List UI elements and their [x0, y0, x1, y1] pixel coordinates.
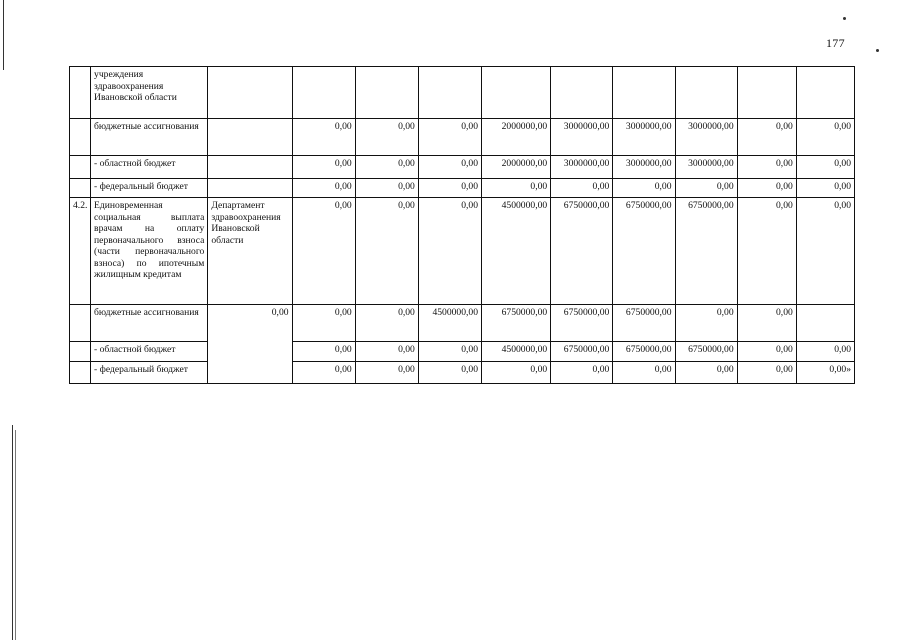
- amount-cell: 0,00: [675, 179, 737, 198]
- item-number-cell: 4.2.: [70, 198, 91, 305]
- amount-cell: 6750000,00: [551, 342, 613, 362]
- amount-cell: 0,00: [292, 179, 355, 198]
- amount-cell: 0,00: [292, 198, 355, 305]
- amount-cell: 0,00: [418, 156, 481, 179]
- amount-cell: 0,00: [418, 119, 481, 156]
- amount-cell: 0,00: [675, 305, 737, 342]
- budget-table: [69, 66, 855, 384]
- amount-cell: 4500000,00: [418, 305, 481, 342]
- amount-cell: 0,00: [292, 305, 355, 342]
- item-name-cell: бюджетные ассигнования: [91, 305, 208, 342]
- amount-cell: 0,00: [355, 156, 418, 179]
- amount-cell: 0,00: [418, 179, 481, 198]
- item-name-cell: бюджетные ассигнования: [91, 119, 208, 156]
- amount-cell: 3000000,00: [613, 156, 675, 179]
- table-row: [70, 179, 855, 198]
- amount-cell: 0,00: [737, 342, 796, 362]
- page-number: 177: [826, 36, 845, 50]
- table-row: [70, 67, 855, 119]
- item-number-cell: [70, 67, 91, 119]
- amount-cell: 6750000,00: [675, 342, 737, 362]
- amount-cell: 6750000,00: [675, 198, 737, 305]
- amount-cell: [355, 67, 418, 119]
- amount-cell: 0,00: [292, 156, 355, 179]
- executor-cell: [208, 179, 292, 198]
- amount-cell: 0,00: [355, 305, 418, 342]
- executor-cell: [208, 156, 292, 179]
- amount-cell: 0,00»: [796, 362, 854, 384]
- amount-cell: 2000000,00: [482, 156, 551, 179]
- item-name-cell: учреждения здравоохранения Ивановской области: [91, 67, 208, 119]
- amount-cell: 3000000,00: [551, 119, 613, 156]
- amount-cell: 0,00: [418, 362, 481, 384]
- item-number-cell: [70, 342, 91, 362]
- amount-cell: 2000000,00: [482, 119, 551, 156]
- table-row: [70, 156, 855, 179]
- amount-cell: 6750000,00: [613, 305, 675, 342]
- amount-cell: 0,00: [737, 119, 796, 156]
- scan-margin-line: [3, 0, 4, 70]
- item-name-cell: - областной бюджет: [91, 342, 208, 362]
- item-number-cell: [70, 156, 91, 179]
- amount-cell: [675, 67, 737, 119]
- item-number-cell: [70, 119, 91, 156]
- item-number-cell: [70, 305, 91, 342]
- amount-cell: 0,00: [675, 362, 737, 384]
- amount-cell: 0,00: [208, 305, 292, 384]
- amount-cell: 3000000,00: [675, 119, 737, 156]
- amount-cell: 0,00: [737, 362, 796, 384]
- amount-cell: 6750000,00: [551, 305, 613, 342]
- amount-cell: 0,00: [292, 119, 355, 156]
- amount-cell: 0,00: [796, 119, 854, 156]
- amount-cell: 0,00: [418, 342, 481, 362]
- table-row: [70, 198, 855, 305]
- amount-cell: 6750000,00: [551, 198, 613, 305]
- amount-cell: 0,00: [292, 342, 355, 362]
- amount-cell: 4500000,00: [482, 342, 551, 362]
- amount-cell: 6750000,00: [613, 342, 675, 362]
- amount-cell: 0,00: [796, 156, 854, 179]
- amount-cell: 0,00: [355, 342, 418, 362]
- amount-cell: 0,00: [355, 119, 418, 156]
- amount-cell: [796, 67, 854, 119]
- scan-margin-line: [12, 425, 13, 640]
- amount-cell: 0,00: [551, 179, 613, 198]
- item-name-cell: - федеральный бюджет: [91, 179, 208, 198]
- amount-cell: 0,00: [796, 179, 854, 198]
- item-name-cell: - областной бюджет: [91, 156, 208, 179]
- amount-cell: 0,00: [292, 362, 355, 384]
- item-number-cell: [70, 362, 91, 384]
- amount-cell: [418, 67, 481, 119]
- amount-cell: 0,00: [796, 198, 854, 305]
- amount-cell: 0,00: [737, 198, 796, 305]
- executor-cell: Департамент здравоохранения Ивановской области: [208, 198, 292, 305]
- amount-cell: 0,00: [482, 179, 551, 198]
- item-number-cell: [70, 179, 91, 198]
- amount-cell: 0,00: [355, 362, 418, 384]
- executor-cell: [208, 119, 292, 156]
- amount-cell: 4500000,00: [482, 198, 551, 305]
- table-row: [70, 305, 855, 342]
- scan-margin-line: [15, 430, 16, 640]
- amount-cell: 3000000,00: [675, 156, 737, 179]
- scan-speck: [876, 49, 879, 52]
- scan-speck: [843, 17, 846, 20]
- amount-cell: 0,00: [355, 179, 418, 198]
- table-row: [70, 362, 855, 384]
- amount-cell: [551, 67, 613, 119]
- item-name-cell: Единовременная социальная выплата врачам на оплату первоначального взноса (части первоначального взноса) по ипотечным жилищным кредитам: [91, 198, 208, 305]
- amount-cell: [292, 67, 355, 119]
- table-row: [70, 342, 855, 362]
- amount-cell: [482, 67, 551, 119]
- amount-cell: [613, 67, 675, 119]
- amount-cell: 0,00: [737, 305, 796, 342]
- item-name-cell: - федеральный бюджет: [91, 362, 208, 384]
- amount-cell: 6750000,00: [613, 198, 675, 305]
- amount-cell: 0,00: [613, 179, 675, 198]
- amount-cell: 0,00: [482, 362, 551, 384]
- amount-cell: 0,00: [737, 179, 796, 198]
- amount-cell: 0,00: [613, 362, 675, 384]
- amount-cell: 0,00: [737, 156, 796, 179]
- table-body: [70, 67, 855, 384]
- amount-cell: 3000000,00: [551, 156, 613, 179]
- amount-cell: 0,00: [796, 342, 854, 362]
- executor-cell: [208, 67, 292, 119]
- amount-cell: 0,00: [551, 362, 613, 384]
- amount-cell: [737, 67, 796, 119]
- amount-cell: 0,00: [418, 198, 481, 305]
- table-row: [70, 119, 855, 156]
- amount-cell: 3000000,00: [613, 119, 675, 156]
- amount-cell: 6750000,00: [482, 305, 551, 342]
- amount-cell: 0,00: [355, 198, 418, 305]
